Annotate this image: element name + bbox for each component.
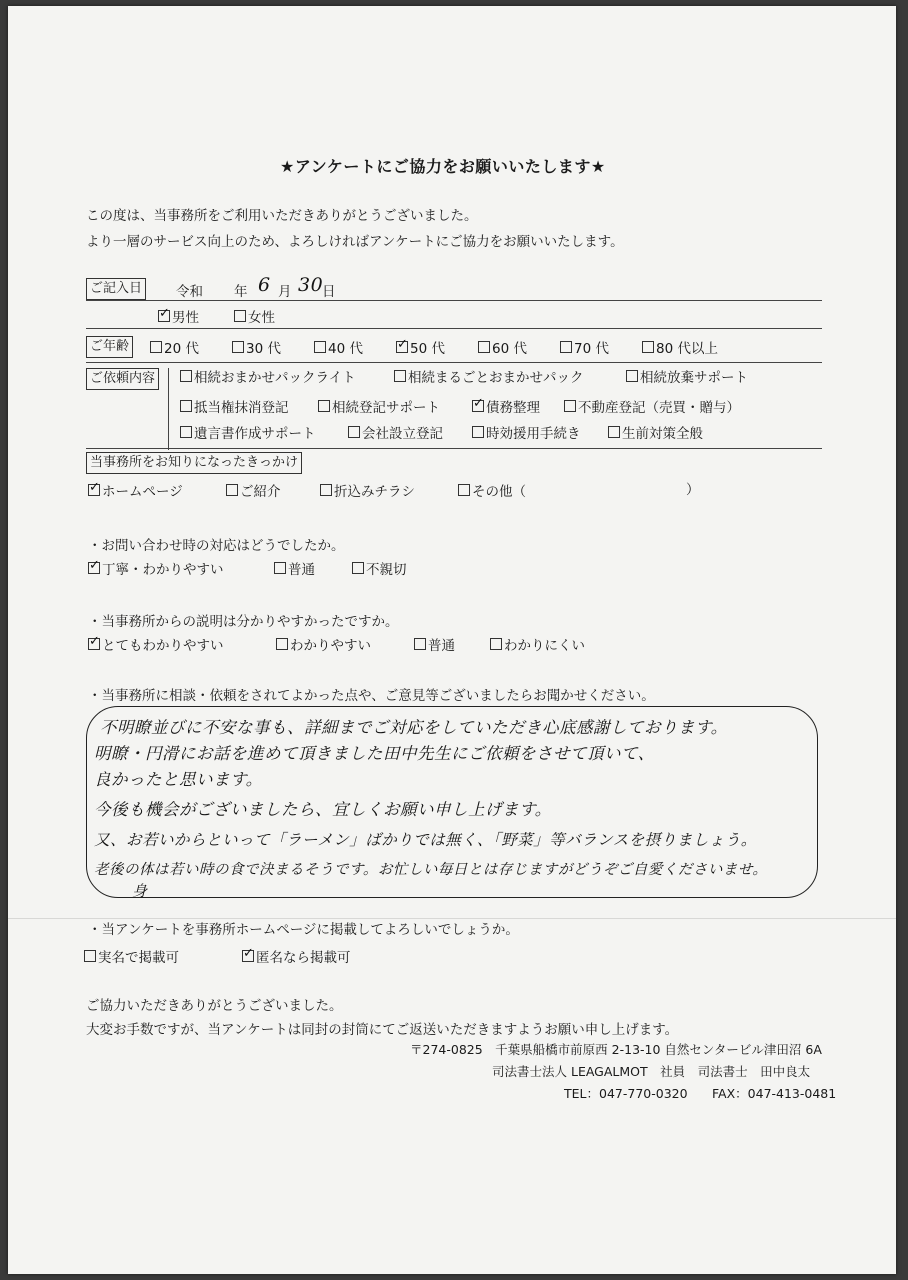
q2-option-label: わかりにくい: [504, 638, 585, 654]
request-option-label: 生前対策全般: [622, 426, 703, 442]
request-option-label: 遺言書作成サポート: [194, 426, 316, 442]
q2-option-unclear[interactable]: [490, 634, 585, 654]
q1-option-normal[interactable]: [274, 558, 315, 578]
age-option-label: 60 代: [492, 341, 527, 357]
month-label: 月: [278, 284, 292, 300]
checkbox-q1-polite[interactable]: [88, 562, 100, 574]
day-value: 30: [298, 274, 324, 296]
q4-option-real-name[interactable]: [84, 946, 179, 966]
checkbox-age-30[interactable]: [232, 341, 244, 353]
checkbox-request[interactable]: [472, 426, 484, 438]
q4-option-label: 匿名なら掲載可: [256, 950, 351, 966]
era-label: 令和: [176, 284, 203, 300]
request-option[interactable]: [564, 396, 740, 416]
source-option-other[interactable]: [458, 480, 526, 500]
date-label: ご記入日: [86, 278, 146, 300]
comment-line-1: 不明瞭並びに不安な事も、詳細までご対応をしていただき心底感謝しております。: [100, 718, 728, 737]
checkbox-age-40[interactable]: [314, 341, 326, 353]
comment-correction: 身: [132, 882, 148, 900]
request-option-label: 相続放棄サポート: [640, 370, 748, 386]
checkbox-q4-real-name[interactable]: [84, 950, 96, 962]
q1-option-label: 丁寧・わかりやすい: [102, 562, 224, 578]
q2-option-clear[interactable]: [276, 634, 371, 654]
gender-male-label: 男性: [172, 310, 199, 326]
checkbox-q2-clear[interactable]: [276, 638, 288, 650]
checkbox-q1-unkind[interactable]: [352, 562, 364, 574]
age-option-70[interactable]: [560, 337, 609, 357]
question-4: ・当アンケートを事務所ホームページに掲載してよろしいでしょうか。: [88, 922, 519, 938]
question-1: ・お問い合わせ時の対応はどうでしたか。: [88, 538, 345, 554]
age-option-20[interactable]: [150, 337, 199, 357]
survey-sheet: [8, 6, 896, 1274]
gender-female-option[interactable]: [234, 306, 275, 326]
request-option[interactable]: [180, 396, 289, 416]
closing-line-2: 大変お手数ですが、当アンケートは同封の封筒にてご返送いただきますようお願い申し上げます。: [86, 1022, 679, 1038]
request-option[interactable]: [180, 422, 316, 442]
age-option-50[interactable]: [396, 337, 445, 357]
age-option-label: 40 代: [328, 341, 363, 357]
request-option-label: 不動産登記（売買・贈与）: [578, 400, 740, 416]
age-option-30[interactable]: [232, 337, 281, 357]
comment-line-4: 今後も機会がございましたら、宜しくお願い申し上げます。: [94, 800, 552, 819]
age-option-80[interactable]: [642, 337, 718, 357]
q4-option-anonymous[interactable]: [242, 946, 351, 966]
checkbox-source-referral[interactable]: [226, 484, 238, 496]
intro-line-1: この度は、当事務所をご利用いただきありがとうございました。: [86, 208, 478, 224]
footer-fax: FAX：047-413-0481: [712, 1086, 837, 1101]
request-option[interactable]: [394, 366, 584, 386]
age-option-label: 70 代: [574, 341, 609, 357]
source-option-homepage[interactable]: [88, 480, 183, 500]
year-label: 年: [234, 284, 248, 300]
request-option-label: 抵当権抹消登記: [194, 400, 289, 416]
request-option[interactable]: [472, 422, 581, 442]
checkbox-q2-very-clear[interactable]: [88, 638, 100, 650]
source-option-label: ホームページ: [102, 484, 183, 500]
checkbox-request[interactable]: [180, 400, 192, 412]
q4-option-label: 実名で掲載可: [98, 950, 179, 966]
request-option-label: 相続おまかせパックライト: [194, 370, 356, 386]
checkbox-source-homepage[interactable]: [88, 484, 100, 496]
q1-option-polite[interactable]: [88, 558, 224, 578]
checkbox-q4-anonymous[interactable]: [242, 950, 254, 962]
intro-line-2: より一層のサービス向上のため、よろしければアンケートにご協力をお願いいたします。: [86, 234, 624, 250]
request-option-label: 時効援用手続き: [486, 426, 581, 442]
request-option-label: 債務整理: [486, 400, 540, 416]
source-option-label: その他（: [472, 484, 526, 500]
footer-firm: 司法書士法人 LEAGALMOT 社員 司法書士 田中良太: [492, 1064, 811, 1079]
age-option-label: 30 代: [246, 341, 281, 357]
checkbox-age-80[interactable]: [642, 341, 654, 353]
row-divider: [86, 362, 822, 363]
gender-female-label: 女性: [248, 310, 275, 326]
comment-line-6: 老後の体は若い時の食で決まるそうです。お忙しい毎日とは存じますがどうぞご自愛くださいませ。: [94, 862, 768, 878]
source-option-label: ご紹介: [240, 484, 281, 500]
closing-line-1: ご協力いただきありがとうございました。: [86, 998, 343, 1014]
q1-option-label: 普通: [288, 562, 315, 578]
request-option[interactable]: [608, 422, 703, 442]
checkbox-age-60[interactable]: [478, 341, 490, 353]
column-divider: [168, 368, 169, 450]
q1-option-label: 不親切: [366, 562, 407, 578]
checkbox-request[interactable]: [180, 426, 192, 438]
footer-tel: TEL：047-770-0320: [564, 1086, 688, 1101]
age-option-40[interactable]: [314, 337, 363, 357]
request-option-label: 会社設立登記: [362, 426, 443, 442]
source-option-referral[interactable]: [226, 480, 281, 500]
request-option-label: 相続まるごとおまかせパック: [408, 370, 584, 386]
survey-title: ★アンケートにご協力をお願いいたします★: [280, 157, 606, 176]
source-label: 当事務所をお知りになったきっかけ: [86, 452, 302, 474]
row-divider: [86, 328, 822, 329]
checkbox-q1-normal[interactable]: [274, 562, 286, 574]
age-option-label: 20 代: [164, 341, 199, 357]
checkbox-age-70[interactable]: [560, 341, 572, 353]
checkbox-request-debt[interactable]: [472, 400, 484, 412]
checkbox-request[interactable]: [564, 400, 576, 412]
request-option[interactable]: [180, 366, 356, 386]
checkbox-age-20[interactable]: [150, 341, 162, 353]
source-option-label: 折込みチラシ: [334, 484, 415, 500]
age-option-label: 80 代以上: [656, 341, 718, 357]
q2-option-normal[interactable]: [414, 634, 455, 654]
day-label: 日: [322, 284, 336, 300]
question-2: ・当事務所からの説明は分かりやすかったですか。: [88, 614, 399, 630]
checkbox-request[interactable]: [394, 370, 406, 382]
comment-line-5: 又、お若いからといって「ラーメン」ばかりでは無く、「野菜」等バランスを摂りましょう。: [94, 831, 757, 849]
checkbox-age-50[interactable]: [396, 341, 408, 353]
row-divider: [86, 448, 822, 449]
checkbox-source-other[interactable]: [458, 484, 470, 496]
checkbox-request[interactable]: [608, 426, 620, 438]
checkbox-request[interactable]: [626, 370, 638, 382]
request-option-label: 相続登記サポート: [332, 400, 440, 416]
checkbox-female[interactable]: [234, 310, 246, 322]
checkbox-q2-normal[interactable]: [414, 638, 426, 650]
request-option[interactable]: [348, 422, 443, 442]
age-option-label: 50 代: [410, 341, 445, 357]
age-label: ご年齢: [86, 336, 133, 358]
checkbox-request[interactable]: [318, 400, 330, 412]
month-value: 6: [258, 274, 271, 296]
request-option-debt[interactable]: [472, 396, 540, 416]
q1-option-unkind[interactable]: [352, 558, 407, 578]
request-option[interactable]: [318, 396, 440, 416]
q2-option-label: 普通: [428, 638, 455, 654]
request-label: ご依頼内容: [86, 368, 159, 390]
source-other-close: ）: [686, 482, 700, 498]
checkbox-request[interactable]: [348, 426, 360, 438]
q2-option-label: とてもわかりやすい: [102, 638, 224, 654]
comment-line-2: 明瞭・円滑にお話を進めて頂きました田中先生にご依頼をさせて頂いて、: [94, 744, 655, 763]
footer-address: 〒274-0825 千葉県船橋市前原西 2-13-10 自然センタービル津田沼 6A: [410, 1042, 822, 1057]
q2-option-label: わかりやすい: [290, 638, 371, 654]
checkbox-male[interactable]: [158, 310, 170, 322]
row-divider: [86, 300, 822, 301]
comment-line-3: 良かったと思います。: [94, 770, 263, 789]
checkbox-q2-unclear[interactable]: [490, 638, 502, 650]
source-option-flyer[interactable]: [320, 480, 415, 500]
question-3: ・当事務所に相談・依頼をされてよかった点や、ご意見等ございましたらお聞かせください。: [88, 688, 655, 704]
checkbox-source-flyer[interactable]: [320, 484, 332, 496]
age-option-60[interactable]: [478, 337, 527, 357]
gender-male-option[interactable]: [158, 306, 199, 326]
request-option[interactable]: [626, 366, 748, 386]
q2-option-very-clear[interactable]: [88, 634, 224, 654]
checkbox-request[interactable]: [180, 370, 192, 382]
